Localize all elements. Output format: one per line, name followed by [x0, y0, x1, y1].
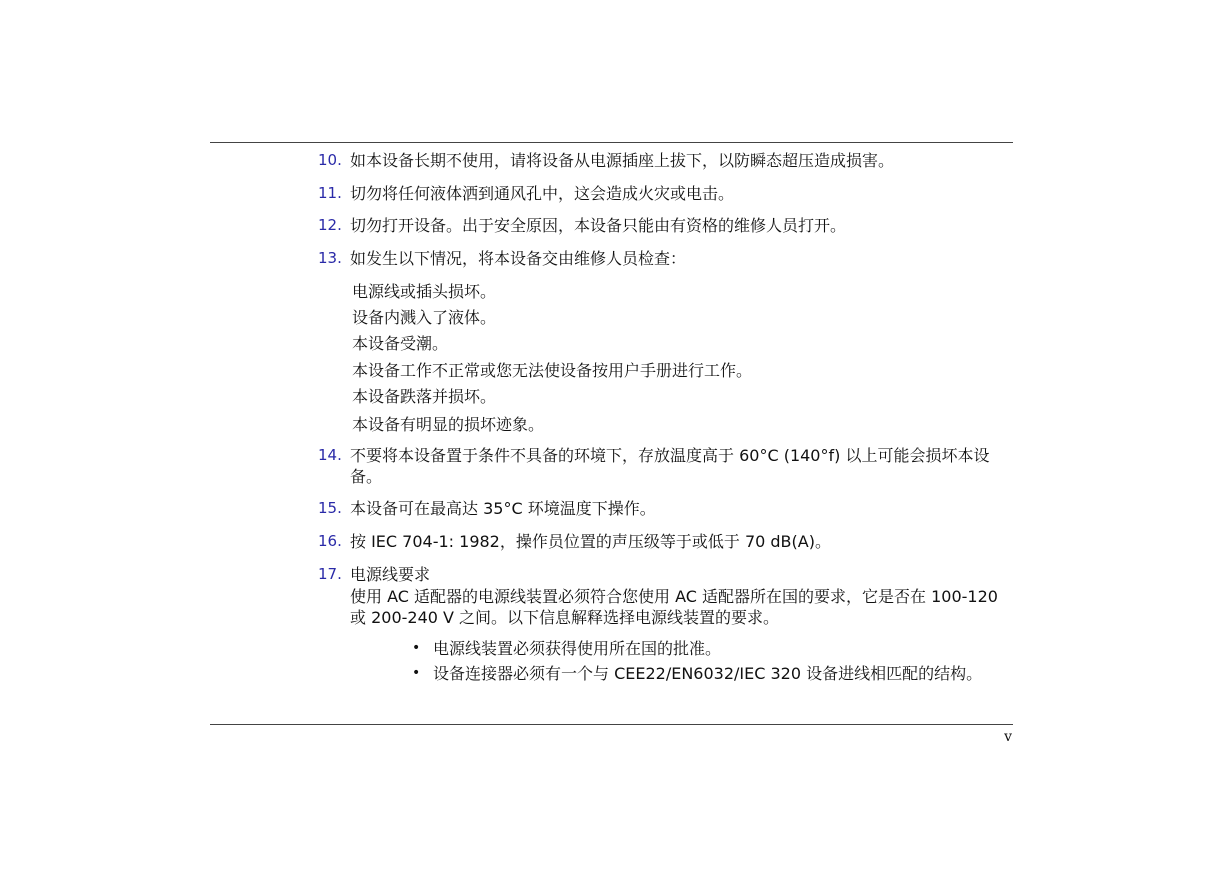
item-number: 16. [318, 532, 342, 550]
item-text: 不要将本设备置于条件不具备的环境下，存放温度高于 60°C (140°f) 以上可能会损坏本设备。 [350, 446, 990, 486]
bullet-icon: • [412, 665, 421, 681]
sub-item: 本设备工作不正常或您无法使设备按用户手册进行工作。 [352, 361, 753, 380]
item-text: 本设备可在最高达 35°C 环境温度下操作。 [350, 499, 656, 518]
item-text: 如发生以下情况，将本设备交由维修人员检查： [350, 249, 687, 268]
item-text: 按 IEC 704-1: 1982，操作员位置的声压级等于或低于 70 dB(A)。 [350, 532, 831, 551]
sub-item: 本设备有明显的损坏迹象。 [352, 415, 545, 434]
item-number: 15. [318, 499, 342, 517]
bullet-text: 设备连接器必须有一个与 CEE22/EN6032/IEC 320 设备进线相匹配的结构。 [433, 664, 983, 683]
item-number: 12. [318, 216, 342, 234]
item-text: 如本设备长期不使用，请将设备从电源插座上拔下，以防瞬态超压造成损害。 [350, 151, 895, 170]
top-rule [210, 142, 1013, 143]
item-number: 10. [318, 151, 342, 169]
item-text: 切勿打开设备。出于安全原因，本设备只能由有资格的维修人员打开。 [350, 216, 847, 235]
item-number: 14. [318, 446, 342, 464]
sub-item: 设备内溅入了液体。 [352, 308, 497, 327]
item-number: 13. [318, 249, 342, 267]
item-paragraph-text: 使用 AC 适配器的电源线装置必须符合您使用 AC 适配器所在国的要求，它是否在 100-120 或 200-240 V 之间。以下信息解释选择电源线装置的要求。 [350, 587, 998, 627]
bottom-rule [210, 724, 1013, 725]
item-number: 11. [318, 184, 342, 202]
sub-item: 电源线或插头损坏。 [352, 282, 497, 301]
bullet-icon: • [412, 640, 421, 656]
sub-item: 本设备受潮。 [352, 334, 449, 353]
sub-item: 本设备跌落并损坏。 [352, 387, 497, 406]
item-text: 切勿将任何液体洒到通风孔中，这会造成火灾或电击。 [350, 184, 735, 203]
item-text: 电源线要求 [350, 565, 431, 584]
item-number: 17. [318, 565, 342, 583]
bullet-text: 电源线装置必须获得使用所在国的批准。 [433, 639, 722, 658]
page-number: v [1004, 729, 1012, 745]
